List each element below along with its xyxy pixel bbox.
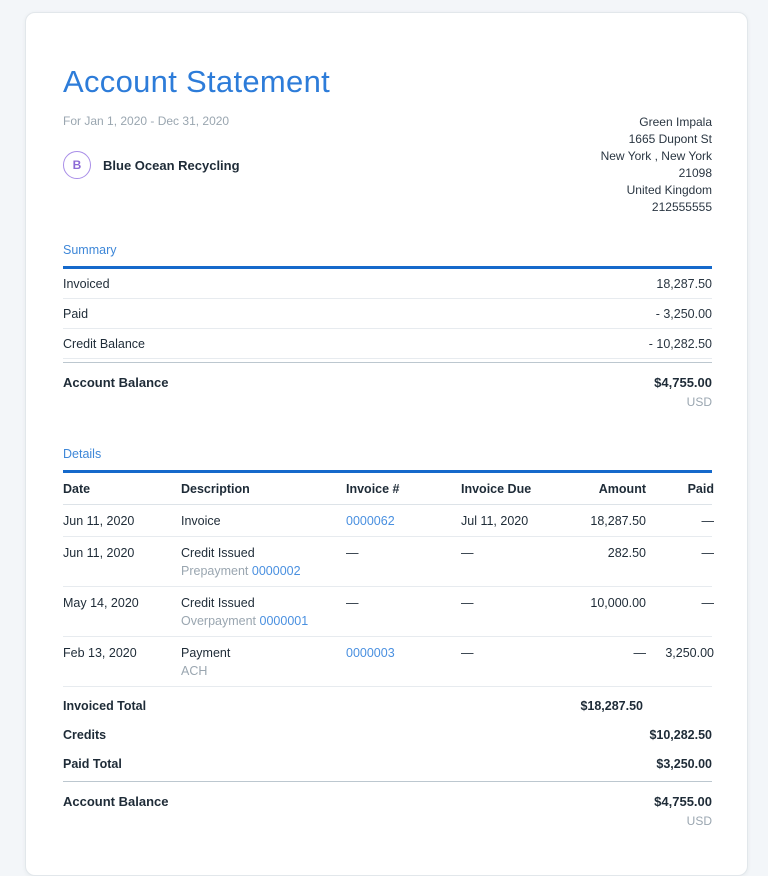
summary-section: [63, 243, 712, 409]
summary-currency: USD: [686, 395, 712, 410]
cell-amount: —: [633, 646, 646, 661]
company-phone: 212555555: [651, 200, 712, 215]
cell-date: Feb 13, 2020: [63, 646, 137, 661]
company-city: New York , New York: [600, 149, 712, 164]
summary-row-label: Invoiced: [63, 277, 110, 292]
total-value: $10,282.50: [649, 728, 712, 743]
cell-description: [181, 596, 346, 628]
details-table-header: [63, 473, 712, 505]
total-value: $18,287.50: [580, 699, 643, 714]
customer-avatar-letter: B: [72, 158, 82, 173]
page-title: Account Statement: [63, 64, 331, 99]
summary-row-value: - 3,250.00: [655, 307, 712, 322]
total-label: Paid Total: [63, 757, 122, 772]
cell-invoice: —: [346, 596, 359, 611]
paid-total-row: [63, 749, 712, 778]
details-balance-value: $4,755.00: [654, 794, 712, 810]
summary-balance-label: Account Balance: [63, 375, 169, 391]
table-row: [63, 505, 712, 537]
description-subtext: [181, 614, 346, 628]
summary-row-value: - 10,282.50: [648, 337, 712, 352]
credits-total-row: [63, 720, 712, 749]
cell-description: [181, 546, 346, 578]
description-text: Credit Issued: [181, 596, 255, 611]
cell-description: [181, 646, 346, 678]
summary-row-label: Credit Balance: [63, 337, 145, 352]
invoice-number-link[interactable]: 0000003: [346, 646, 395, 661]
details-currency: USD: [686, 814, 712, 829]
details-section: [63, 447, 712, 828]
summary-row-value: 18,287.50: [656, 277, 712, 292]
company-zip: 21098: [678, 166, 712, 181]
cell-description: Invoice: [181, 514, 221, 529]
header-left: [63, 114, 240, 179]
summary-row-invoiced: [63, 269, 712, 299]
total-label: Invoiced Total: [63, 699, 147, 714]
details-balance-row: [63, 782, 712, 809]
column-header-paid: Paid: [687, 482, 714, 497]
statement-period: For Jan 1, 2020 - Dec 31, 2020: [63, 114, 230, 129]
summary-row-paid: [63, 299, 712, 329]
cell-paid: —: [701, 514, 714, 529]
statement-header: [63, 114, 712, 216]
cell-date: May 14, 2020: [63, 596, 139, 611]
company-name: Green Impala: [639, 115, 712, 130]
column-header-description: Description: [181, 482, 250, 497]
summary-balance-row: [63, 363, 712, 390]
description-text: Credit Issued: [181, 546, 255, 561]
table-row: [63, 637, 712, 687]
column-header-invoice: Invoice #: [346, 482, 400, 497]
statement-card: [25, 12, 748, 876]
cell-date: Jun 11, 2020: [63, 514, 135, 529]
invoiced-total-row: [63, 687, 712, 720]
credit-type-label: Overpayment: [181, 614, 257, 629]
total-label: Credits: [63, 728, 107, 743]
cell-amount: 10,000.00: [590, 596, 646, 611]
customer: [63, 151, 240, 179]
cell-invoice: —: [346, 546, 359, 561]
credit-type-label: Prepayment: [181, 564, 249, 579]
table-row: [63, 587, 712, 637]
credit-number-link[interactable]: 0000001: [259, 614, 309, 629]
summary-balance-value: $4,755.00: [654, 375, 712, 391]
details-balance-label: Account Balance: [63, 794, 169, 810]
column-header-amount: Amount: [598, 482, 646, 497]
cell-invoice-due: —: [461, 546, 474, 561]
cell-paid: —: [701, 546, 714, 561]
cell-paid: —: [701, 596, 714, 611]
column-header-date: Date: [63, 482, 91, 497]
cell-invoice-due: Jul 11, 2020: [461, 514, 529, 529]
cell-amount: 282.50: [607, 546, 646, 561]
company-street: 1665 Dupont St: [628, 132, 712, 147]
cell-amount: 18,287.50: [590, 514, 646, 529]
cell-invoice-due: —: [461, 596, 474, 611]
cell-paid: 3,250.00: [665, 646, 714, 661]
column-header-invoice-due: Invoice Due: [461, 482, 532, 497]
details-label: Details: [63, 447, 102, 462]
customer-name: Blue Ocean Recycling: [103, 157, 240, 173]
company-address: [601, 114, 712, 216]
summary-label: Summary: [63, 243, 117, 258]
cell-date: Jun 11, 2020: [63, 546, 135, 561]
cell-invoice-due: —: [461, 646, 474, 661]
credit-number-link[interactable]: 0000002: [251, 564, 301, 579]
description-subtext: [181, 564, 346, 578]
payment-method-label: ACH: [181, 664, 208, 679]
summary-row-label: Paid: [63, 307, 89, 322]
company-country: United Kingdom: [626, 183, 712, 198]
customer-avatar: [63, 151, 91, 179]
description-text: Payment: [181, 646, 231, 661]
summary-row-credit-balance: [63, 329, 712, 359]
invoice-number-link[interactable]: 0000062: [346, 514, 395, 529]
table-row: [63, 537, 712, 587]
total-value: $3,250.00: [656, 757, 712, 772]
